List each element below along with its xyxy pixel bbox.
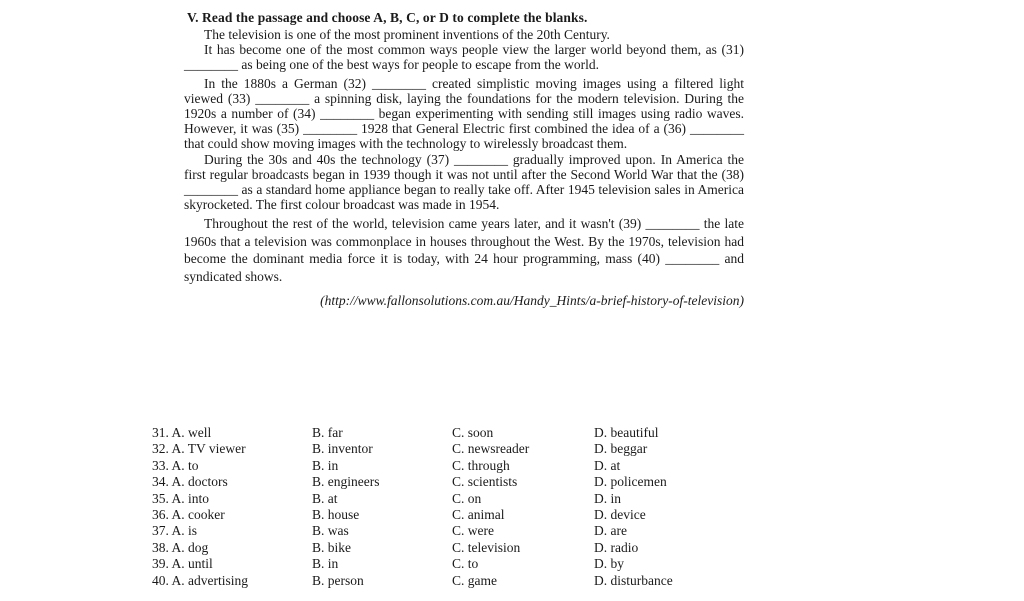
option-a: 32. A. TV viewer xyxy=(152,441,246,457)
source-citation: (http://www.fallonsolutions.com.au/Handy_Hints/a-brief-history-of-television) xyxy=(320,293,744,309)
option-b: B. house xyxy=(312,506,360,522)
option-d: D. at xyxy=(594,457,621,473)
option-a: 33. A. to xyxy=(152,457,199,473)
option-a: 39. A. until xyxy=(152,556,213,572)
option-row-36 xyxy=(152,507,752,523)
option-b: B. far xyxy=(312,425,343,440)
option-row-40 xyxy=(152,573,752,589)
answer-options xyxy=(152,425,752,589)
option-c: C. game xyxy=(452,572,497,588)
option-row-38 xyxy=(152,540,752,556)
option-b: B. person xyxy=(312,572,364,588)
option-row-31 xyxy=(152,425,752,441)
option-c: C. scientists xyxy=(452,474,518,490)
option-b: B. inventor xyxy=(312,441,373,457)
worksheet-page xyxy=(184,10,744,314)
option-d: D. policemen xyxy=(594,474,667,490)
option-d: D. device xyxy=(594,506,646,522)
option-row-33 xyxy=(152,458,752,474)
passage-paragraph-2: It has become one of the most common ways people view the larger world beyond them, as (31) ________ as being one of the best ways for people to escape from the world. xyxy=(184,42,744,73)
option-c: C. newsreader xyxy=(452,441,530,457)
option-d: D. radio xyxy=(594,539,639,555)
option-d: D. disturbance xyxy=(594,572,673,588)
option-a: 36. A. cooker xyxy=(152,506,225,522)
option-b: B. at xyxy=(312,490,338,506)
option-b: B. engineers xyxy=(312,474,380,490)
option-d: D. beautiful xyxy=(594,425,659,440)
option-c: C. television xyxy=(452,539,521,555)
option-a: 38. A. dog xyxy=(152,539,209,555)
option-b: B. was xyxy=(312,523,349,539)
option-a: 35. A. into xyxy=(152,490,210,506)
option-b: B. in xyxy=(312,457,339,473)
option-b: B. bike xyxy=(312,539,351,555)
option-row-37 xyxy=(152,523,752,539)
exercise-heading: V. Read the passage and choose A, B, C, or D to complete the blanks. xyxy=(187,10,588,25)
option-d: D. by xyxy=(594,556,624,572)
option-c: C. through xyxy=(452,457,510,473)
option-a: 40. A. advertising xyxy=(152,572,248,588)
option-c: C. animal xyxy=(452,506,505,522)
passage-paragraph-3: In the 1880s a German (32) ________ created simplistic moving images using a filtered light viewed (33) ________ a spinning disk, laying the foundations for the modern television. During the 1920s a number of (34) ________ began experimenting with sending still images using radio waves. However, it was (35) ________ 1928 that General Electric first combined the idea of a (36) ________ that could show moving images with the technology to wirelessly broadcast them. xyxy=(184,75,744,152)
option-d: D. beggar xyxy=(594,441,648,457)
passage-paragraph-1: The television is one of the most prominent inventions of the 20th Century. xyxy=(204,27,610,42)
option-a: 37. A. is xyxy=(152,523,198,539)
option-c: C. to xyxy=(452,556,479,572)
option-row-35 xyxy=(152,491,752,507)
option-a: 34. A. doctors xyxy=(152,474,228,490)
option-b: B. in xyxy=(312,556,339,572)
option-c: C. were xyxy=(452,523,494,539)
option-c: C. soon xyxy=(452,425,494,440)
passage-paragraph-4: During the 30s and 40s the technology (37) ________ gradually improved upon. In America the first regular broadcasts began in 1939 though it was not until after the Second World War that the (38) ________ as a standard home appliance began to really take off. After 1945 television sales in America skyrocketed. The first colour broadcast was made in 1954. xyxy=(184,151,744,213)
option-c: C. on xyxy=(452,490,482,506)
option-row-32 xyxy=(152,441,752,457)
option-d: D. in xyxy=(594,490,621,506)
option-row-34 xyxy=(152,474,752,490)
option-row-39 xyxy=(152,556,752,572)
option-a: 31. A. well xyxy=(152,425,212,440)
passage-paragraph-5: Throughout the rest of the world, television came years later, and it wasn't (39) ________ the late 1960s that a television was commonplace in houses throughout the West. By the 1970s, television had become the dominant media force it is today, with 24 hour programming, mass (40) ________ and syndicated shows. xyxy=(184,216,744,284)
option-d: D. are xyxy=(594,523,627,539)
